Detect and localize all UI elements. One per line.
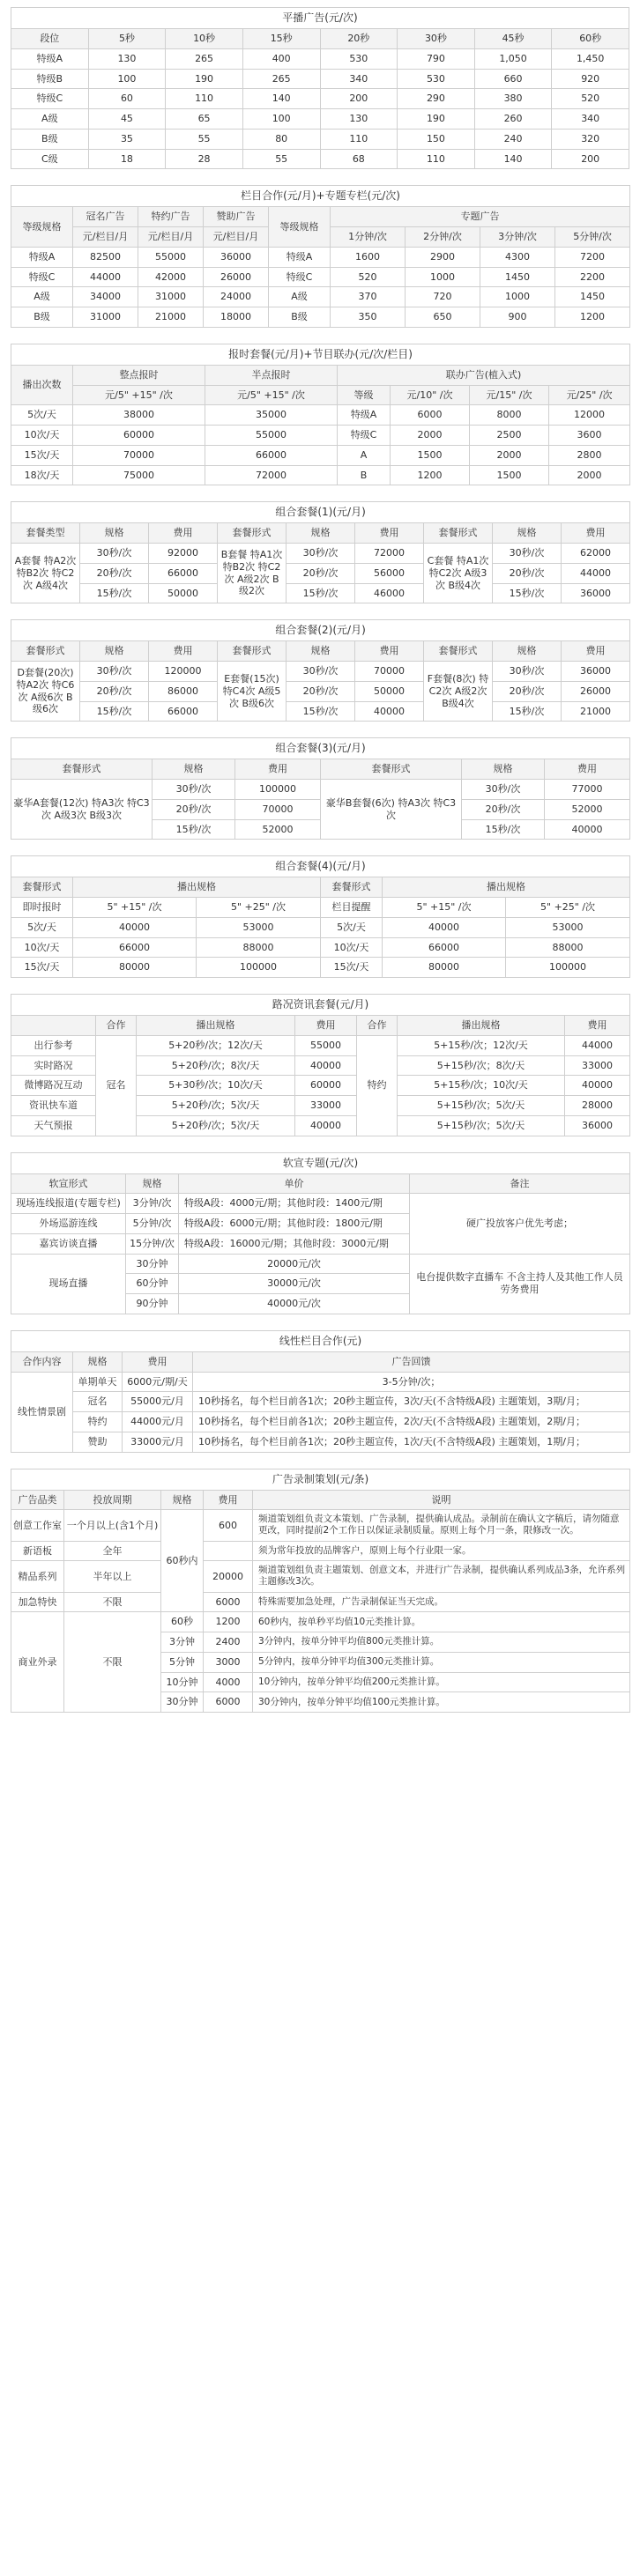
table-cell: 370 bbox=[331, 287, 406, 307]
table-cell: 10次/天 bbox=[11, 426, 73, 446]
table-title: 广告录制策划(元/条) bbox=[11, 1469, 630, 1490]
table-cell: 900 bbox=[480, 307, 555, 328]
table-cell: 38000 bbox=[73, 405, 205, 426]
table-cell: 26000 bbox=[204, 267, 269, 287]
table-cell: 55000 bbox=[138, 247, 204, 267]
package-f: F套餐(8次) 特C2次 A级2次 B级4次 bbox=[424, 662, 493, 722]
table-cell: 265 bbox=[166, 48, 243, 69]
table-cell: 72000 bbox=[205, 465, 338, 485]
package-d: D套餐(20次) 特A2次 特C6次 A级6次 B级6次 bbox=[11, 662, 80, 722]
table-cell: 12000 bbox=[549, 405, 630, 426]
table-cell: 200 bbox=[552, 149, 629, 169]
table-cell: 1500 bbox=[470, 465, 549, 485]
table-cell: 660 bbox=[474, 69, 552, 89]
table-cell: 66000 bbox=[205, 445, 338, 465]
table-cell: 34000 bbox=[73, 287, 138, 307]
table-cell: A级 bbox=[11, 109, 89, 130]
table-cell: 520 bbox=[552, 89, 629, 109]
table-row bbox=[11, 129, 629, 149]
table-cell: 80 bbox=[242, 129, 320, 149]
table-cell: 2800 bbox=[549, 445, 630, 465]
table-cell: 特级C bbox=[11, 267, 73, 287]
table-cell: 31000 bbox=[73, 307, 138, 328]
table-cell: 2000 bbox=[470, 445, 549, 465]
table-cell: 4300 bbox=[480, 247, 555, 267]
table-title: 路况资讯套餐(元/月) bbox=[11, 995, 630, 1016]
table-cell: 55 bbox=[242, 149, 320, 169]
table-cell: 3600 bbox=[549, 426, 630, 446]
table-cell: 650 bbox=[406, 307, 480, 328]
table-cell: B bbox=[338, 465, 391, 485]
table-cell: 110 bbox=[320, 129, 398, 149]
table-title: 组合套餐(3)(元/月) bbox=[11, 738, 630, 759]
table-cell: 110 bbox=[398, 149, 475, 169]
package-a: A套餐 特A2次 特B2次 特C2次 A级4次 bbox=[11, 544, 80, 603]
table-cell: 200 bbox=[320, 89, 398, 109]
table-cell: 31000 bbox=[138, 287, 204, 307]
table-cell: 1,450 bbox=[552, 48, 629, 69]
table-cell: A级 bbox=[269, 287, 331, 307]
table-cell: 140 bbox=[242, 89, 320, 109]
table-row bbox=[11, 48, 629, 69]
table-cell: 2000 bbox=[391, 426, 470, 446]
table-cell: 520 bbox=[331, 267, 406, 287]
table-traffic-info: 路况资讯套餐(元/月) 合作 播出规格 费用 合作 播出规格 费用 出行参考 冠名 5+20秒/次；12次/天 55000 特约 5+15秒/次；12次/天 44000 实时路况 5+20秒/次；8次/天 40000 5+15秒/次；8次/天 33000 微博路况互动 5+30秒/次；10次/天 60000 5+15秒/次；10次/天 40000 资讯快车道 5+20秒/次；5次/天 33000 5+15秒/次；5次/天 28000 天气预报 5+20秒/次；5次/天 40000 5+15秒/次；5次/天 36000 bbox=[11, 994, 629, 1136]
table-title: 组合套餐(4)(元/月) bbox=[11, 856, 630, 877]
table-title: 软宣专题(元/次) bbox=[11, 1152, 630, 1173]
table-cell: 60000 bbox=[73, 426, 205, 446]
table-row bbox=[11, 247, 630, 267]
table-cell: 18次/天 bbox=[11, 465, 73, 485]
table-cell: 42000 bbox=[138, 267, 204, 287]
table-cell: 2500 bbox=[470, 426, 549, 446]
table-linear-column: 线性栏目合作(元) 合作内容 规格 费用 广告回馈 线性情景剧 单期单天 6000元/期/天 3-5分钟/次； 冠名 55000元/月 10秒扬名，每个栏目前各1次；20秒主题宣传，3次/天(不含特级A段) 主题策划，3期/月； 特约 44000元/月 10秒扬名，每个栏目前各1次；20秒主题宣传，2次/天(不含特级A段) 主题策划，2期/月； 赞助 33000元/月 10秒扬名，每个栏目前各1次；20秒主题宣传，1次/天(不含特级A段) 主题策划，1期/月； bbox=[11, 1330, 629, 1453]
table-cell: 特级C bbox=[269, 267, 331, 287]
table-cell: 2000 bbox=[549, 465, 630, 485]
table-cell: 15次/天 bbox=[11, 445, 73, 465]
table-cell: 260 bbox=[474, 109, 552, 130]
table-cell: 790 bbox=[398, 48, 475, 69]
table-cell: 100 bbox=[88, 69, 166, 89]
table-cell: 380 bbox=[474, 89, 552, 109]
table-cell: 290 bbox=[398, 89, 475, 109]
table-cell: 1450 bbox=[480, 267, 555, 287]
table-title: 组合套餐(2)(元/月) bbox=[11, 620, 630, 641]
table-cell: 150 bbox=[398, 129, 475, 149]
table-cell: 1200 bbox=[391, 465, 470, 485]
table-cell: 340 bbox=[552, 109, 629, 130]
table-cell: 24000 bbox=[204, 287, 269, 307]
table-cell: 55 bbox=[166, 129, 243, 149]
table-cell: 60 bbox=[88, 89, 166, 109]
table-row bbox=[11, 307, 630, 328]
table-cell: 特级A bbox=[269, 247, 331, 267]
table-title: 平播广告(元/次) bbox=[11, 8, 629, 29]
table-cell: 5次/天 bbox=[11, 405, 73, 426]
package-luxury-a: 豪华A套餐(12次) 特A3次 特C3次 A级3次 B级3次 bbox=[11, 780, 153, 840]
table-cell: 265 bbox=[242, 69, 320, 89]
table-package-3: 组合套餐(3)(元/月) 套餐形式 规格 费用 套餐形式 规格 费用 豪华A套餐(12次) 特A3次 特C3次 A级3次 B级3次 30秒/次 100000 豪华B套餐(6次) 特A3次 特C3次 30秒/次 77000 20秒/次 70000 20秒/次 52000 15秒/次 52000 15秒/次 40000 bbox=[11, 737, 629, 840]
table-row bbox=[11, 405, 630, 426]
table-cell: 45 bbox=[88, 109, 166, 130]
table-column-cooperation: 栏目合作(元/月)+专题专栏(元/次) 等级规格 冠名广告 特约广告 赞助广告 等级规格 专题广告 元/栏目/月 元/栏目/月 元/栏目/月 1分钟/次 2分钟/次 3分钟/次 5分钟/次 特级A 82500 55000 36000 特级A 1600 2900 4300 7200 特级C 44000 42000 26000 特级C 520 1000 1450 2200 A级 34000 31000 24000 A级 370 720 1000 1450 B级 31000 21000 18000 B级 350 650 900 1200 bbox=[11, 185, 629, 328]
table-cell: 特级B bbox=[11, 69, 89, 89]
table-cell: 110 bbox=[166, 89, 243, 109]
table-cell: 28 bbox=[166, 149, 243, 169]
table-title: 线性栏目合作(元) bbox=[11, 1330, 630, 1351]
table-cell: 190 bbox=[398, 109, 475, 130]
table-cell: 特级A bbox=[338, 405, 391, 426]
table-cell: 190 bbox=[166, 69, 243, 89]
table-time-signal: 报时套餐(元/月)+节目联办(元/次/栏目) 播出次数 整点报时 半点报时 联办广告(植入式) 元/5" +15" /次 元/5" +15" /次 等级 元/10" /次 元/15" /次 元/25" /次 5次/天 38000 35000 特级A 6000 8000 12000 10次/天 60000 55000 特级C 2000 2500 3600 15次/天 70000 66000 A 1500 2000 2800 18次/天 75000 72000 B 1200 1500 2000 bbox=[11, 344, 629, 486]
table-row bbox=[11, 89, 629, 109]
table-title: 栏目合作(元/月)+专题专栏(元/次) bbox=[11, 186, 630, 207]
table-ad-production: 广告录制策划(元/条) 广告品类 投放周期 规格 费用 说明 创意工作室 一个月以上(含1个月) 60秒内 600 频道策划组负责文本策划、广告录制，提供确认成品。录制前在确认文字稿后，请勿随意更改，同时提前2个工作日以保证录制质量。原则上每个月一条，限修改一次。 新语板 全年 须为常年投放的品牌客户，原则上每个行业限一家。 精品系列 半年以上 20000 频道策划组负责主题策划、创意文本，并进行广告录制，提供确认系列成品3条，允许系列主题修改3次。 加急特快 不限 6000 特殊需要加急处理，广告录制保证当天完成。 商业外录 不限 60秒 1200 60秒内，按单秒平均值10元类推计算。 3分钟 2400 3分钟内，按单分钟平均值800元类推计算。 5分钟 3000 5分钟内，按单分钟平均值300元类推计算。 10分钟 4000 10分钟内，按单分钟平均值200元类推计算。 30分钟 6000 30分钟内，按单分钟平均值100元类推计算。 bbox=[11, 1469, 629, 1714]
table-cell: 530 bbox=[398, 69, 475, 89]
table-package-4: 组合套餐(4)(元/月) 套餐形式 播出规格 套餐形式 播出规格 即时报时 5" +15" /次 5" +25" /次 栏目提醒 5" +15" /次 5" +25" /次 5次/天 40000 53000 5次/天 40000 53000 10次/天 66000 88000 10次/天 66000 88000 15次/天 80000 100000 15次/天 80000 100000 bbox=[11, 855, 629, 978]
table-cell: 720 bbox=[406, 287, 480, 307]
table-row bbox=[11, 426, 630, 446]
table-cell: 240 bbox=[474, 129, 552, 149]
table-cell: 44000 bbox=[73, 267, 138, 287]
table-flat-broadcast bbox=[11, 7, 629, 169]
table-cell: B级 bbox=[269, 307, 331, 328]
table-cell: 7200 bbox=[555, 247, 630, 267]
table-cell: 1000 bbox=[480, 287, 555, 307]
table-package-2: 组合套餐(2)(元/月) 套餐形式 规格 费用 套餐形式 规格 费用 套餐形式 规格 费用 D套餐(20次) 特A2次 特C6次 A级6次 B级6次 30秒/次 120000 E套餐(15次) 特C4次 A级5次 B级6次 30秒/次 70000 F套餐(8次) 特C2次 A级2次 B级4次 30秒/次 36000 20秒/次 86000 20秒/次 50000 20秒/次 26000 15秒/次 66000 15秒/次 40000 15秒/次 21000 bbox=[11, 619, 629, 722]
table-cell: 21000 bbox=[138, 307, 204, 328]
table-row bbox=[11, 149, 629, 169]
table-cell: B级 bbox=[11, 129, 89, 149]
table-cell: 100 bbox=[242, 109, 320, 130]
table-row bbox=[11, 267, 630, 287]
table-cell: 65 bbox=[166, 109, 243, 130]
table-title: 组合套餐(1)(元/月) bbox=[11, 502, 630, 523]
table-cell: 400 bbox=[242, 48, 320, 69]
table-row bbox=[11, 287, 630, 307]
table-cell: 530 bbox=[320, 48, 398, 69]
table-cell: 82500 bbox=[73, 247, 138, 267]
table-cell: 140 bbox=[474, 149, 552, 169]
table-cell: 70000 bbox=[73, 445, 205, 465]
table-cell: 35000 bbox=[205, 405, 338, 426]
table-cell: A bbox=[338, 445, 391, 465]
table-cell: 特级C bbox=[338, 426, 391, 446]
package-e: E套餐(15次) 特C4次 A级5次 B级6次 bbox=[218, 662, 287, 722]
table-header: 段位 5秒 10秒 15秒 20秒 30秒 45秒 60秒 bbox=[11, 29, 629, 49]
package-b: B套餐 特A1次 特B2次 特C2次 A级2次 B级2次 bbox=[218, 544, 287, 603]
table-cell: 55000 bbox=[205, 426, 338, 446]
table-title: 报时套餐(元/月)+节目联办(元/次/栏目) bbox=[11, 344, 630, 365]
table-cell: 320 bbox=[552, 129, 629, 149]
table-cell: 920 bbox=[552, 69, 629, 89]
table-cell: 36000 bbox=[204, 247, 269, 267]
table-cell: 特级C bbox=[11, 89, 89, 109]
package-luxury-b: 豪华B套餐(6次) 特A3次 特C3次 bbox=[321, 780, 462, 840]
table-cell: 18000 bbox=[204, 307, 269, 328]
table-cell: C级 bbox=[11, 149, 89, 169]
table-cell: 8000 bbox=[470, 405, 549, 426]
table-cell: 75000 bbox=[73, 465, 205, 485]
table-cell: 35 bbox=[88, 129, 166, 149]
table-cell: 1000 bbox=[406, 267, 480, 287]
table-cell: 1200 bbox=[555, 307, 630, 328]
table-cell: 350 bbox=[331, 307, 406, 328]
table-cell: 130 bbox=[88, 48, 166, 69]
table-row bbox=[11, 445, 630, 465]
table-row bbox=[11, 69, 629, 89]
table-body bbox=[11, 48, 629, 169]
table-cell: B级 bbox=[11, 307, 73, 328]
table-cell: 68 bbox=[320, 149, 398, 169]
table-row bbox=[11, 465, 630, 485]
table-cell: 1,050 bbox=[474, 48, 552, 69]
table-package-1: 组合套餐(1)(元/月) 套餐类型 规格 费用 套餐形式 规格 费用 套餐形式 规格 费用 A套餐 特A2次 特B2次 特C2次 A级4次 30秒/次 92000 B套餐 特A1次 特B2次 特C2次 A级2次 B级2次 30秒/次 72000 C套餐 特A1次 特C2次 A级3次 B级4次 30秒/次 62000 20秒/次 66000 20秒/次 56000 20秒/次 44000 15秒/次 50000 15秒/次 46000 15秒/次 36000 bbox=[11, 501, 629, 603]
table-cell: 130 bbox=[320, 109, 398, 130]
table-cell: 6000 bbox=[391, 405, 470, 426]
table-cell: A级 bbox=[11, 287, 73, 307]
table-cell: 18 bbox=[88, 149, 166, 169]
table-soft-promo: 软宣专题(元/次) 软宣形式 规格 单价 备注 现场连线报道(专题专栏) 3分钟/次 特级A段：4000元/期；其他时段：1400元/期 硬广投放客户优先考虑； 外场巡游连线 5分钟/次 特级A段：6000元/期；其他时段：1800元/期 嘉宾访谈直播 15分钟/次 特级A段：16000元/期；其他时段：3000元/期 现场直播 30分钟 20000元/次 电台提供数字直播车 不含主持人及其他工作人员劳务费用 60分钟 30000元/次 90分钟 40000元/次 bbox=[11, 1152, 629, 1314]
table-cell: 2900 bbox=[406, 247, 480, 267]
table-cell: 2200 bbox=[555, 267, 630, 287]
package-c: C套餐 特A1次 特C2次 A级3次 B级4次 bbox=[424, 544, 493, 603]
table-cell: 特级A bbox=[11, 48, 89, 69]
table-cell: 特级A bbox=[11, 247, 73, 267]
table-row bbox=[11, 109, 629, 130]
table-cell: 1500 bbox=[391, 445, 470, 465]
table-cell: 340 bbox=[320, 69, 398, 89]
table-cell: 1600 bbox=[331, 247, 406, 267]
table-cell: 1450 bbox=[555, 287, 630, 307]
